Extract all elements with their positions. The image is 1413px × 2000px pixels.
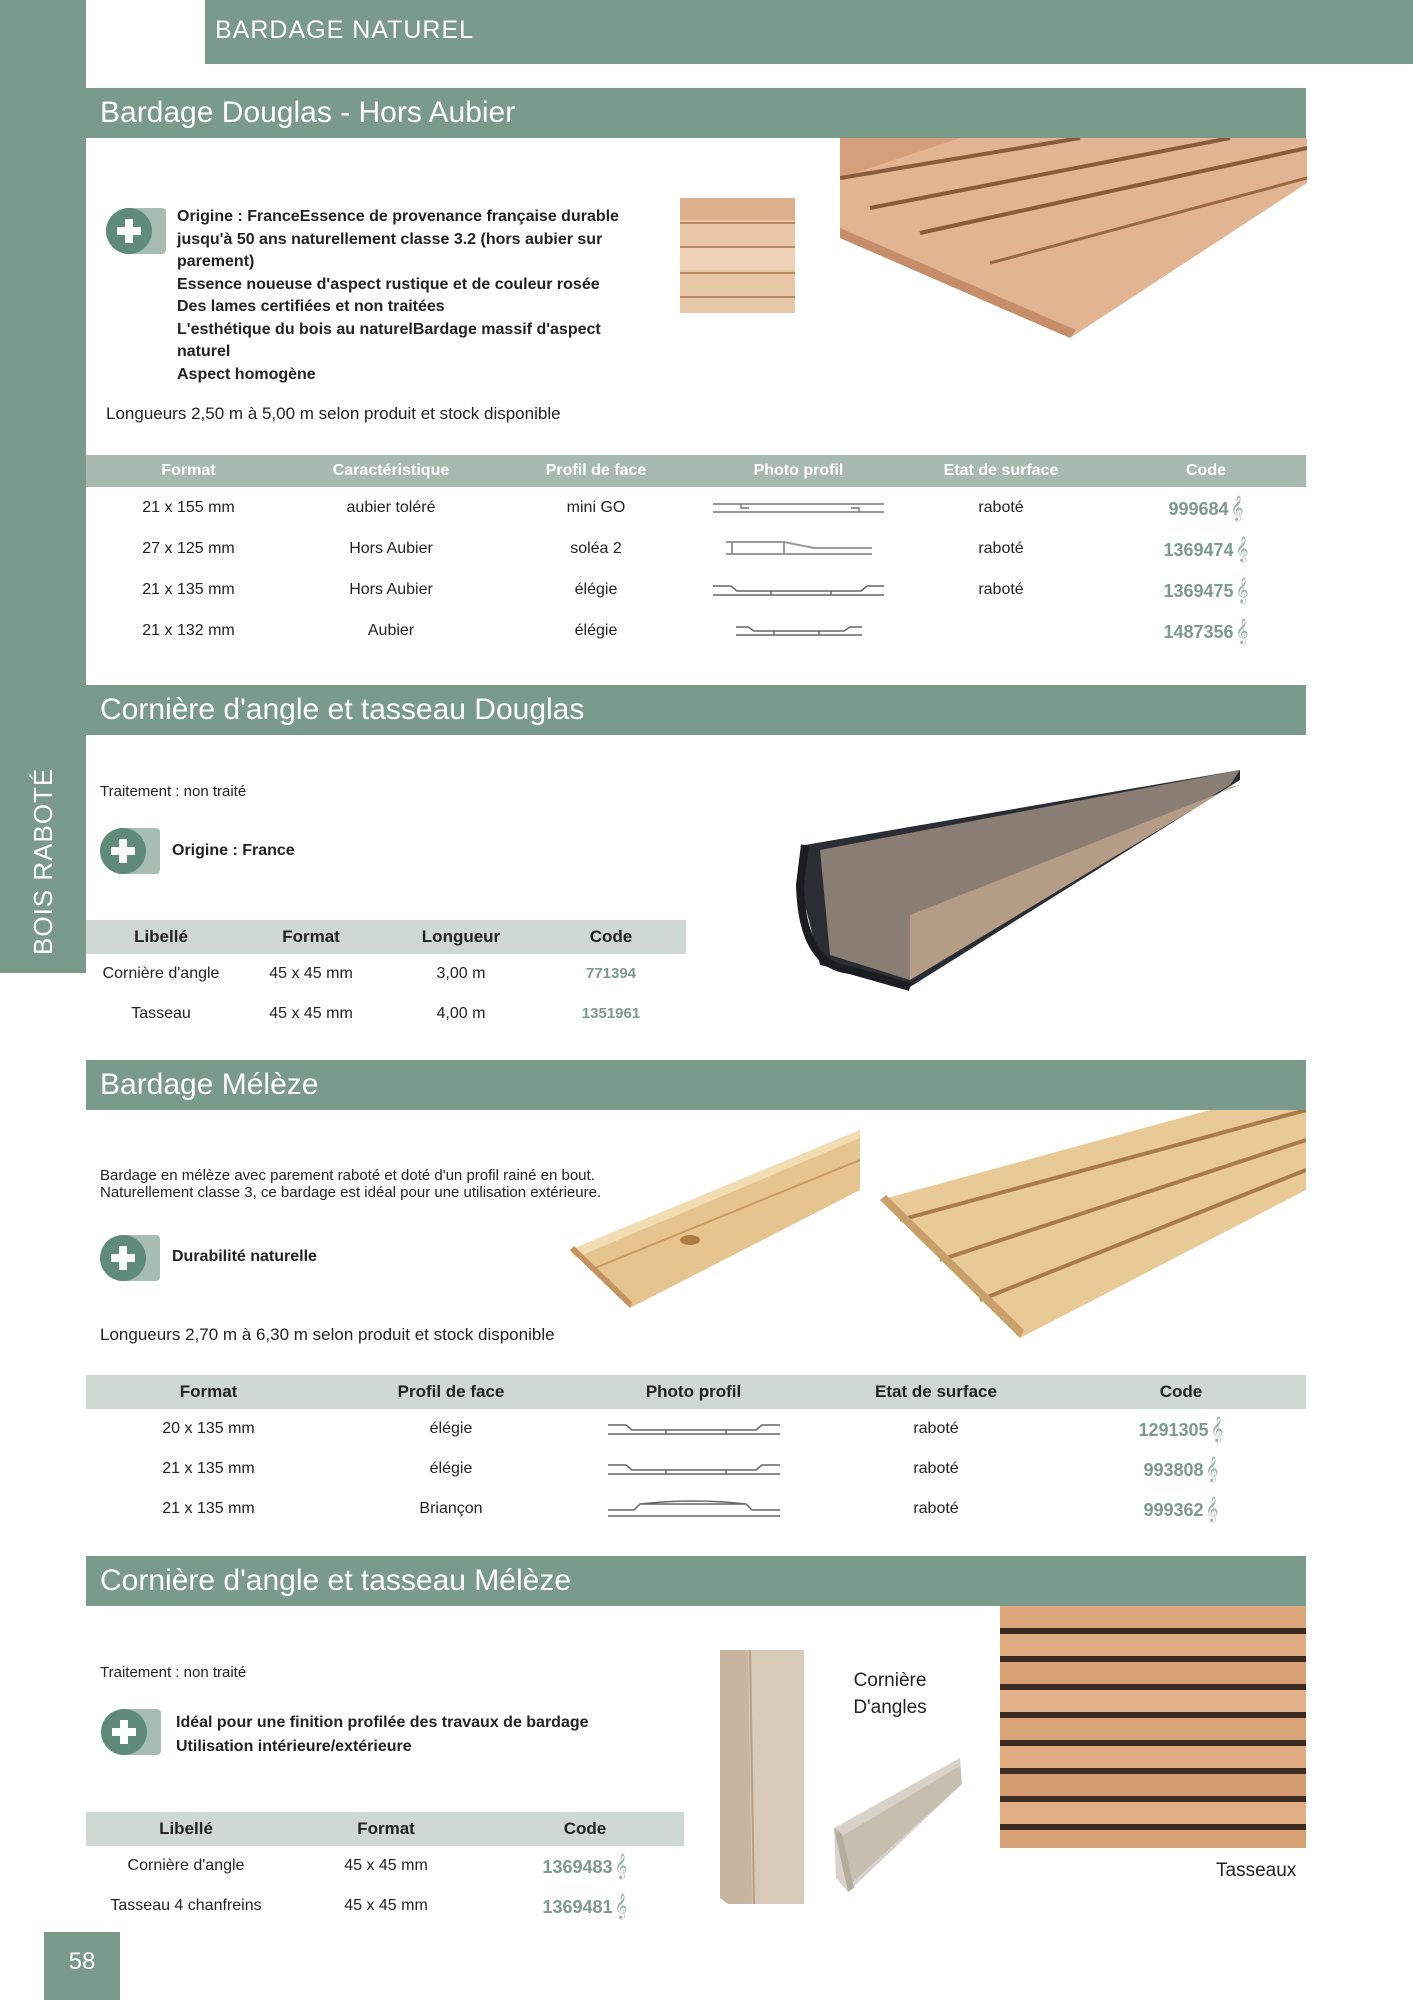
col-header: Format [286,1812,486,1846]
cell-libelle: Cornière d'angle [102,965,220,982]
profile-drawing [571,1449,816,1489]
meleze-board-image [570,1130,860,1310]
bullet-line: Des lames certifiées et non traitées [177,298,445,315]
col-header: Profil de face [331,1375,571,1409]
corniere-douglas-origin: Origine : France [172,842,295,859]
table-row [86,610,1306,651]
cell-etat: raboté [913,1420,959,1437]
profile-drawing [701,610,896,651]
cell-code[interactable] [1106,528,1306,569]
plus-icon [104,206,166,256]
douglas-table [86,455,1306,651]
bullet-line: Idéal pour une finition profilée des travaux de bardage [176,1714,589,1731]
sidebar-label: BOIS RABOTÉ [28,767,58,955]
col-header: Caractéristique [291,455,491,487]
bullet-line: Aspect homogène [177,365,316,383]
bullet-line: parement) [177,253,255,270]
cell-code[interactable] [486,1886,684,1926]
table-row [86,1449,1306,1489]
table-row [86,1489,1306,1529]
cell-code[interactable] [1056,1449,1306,1489]
bullet-line: L'esthétique du bois au naturelBardage massif d'aspect [177,320,601,338]
cell-etat: raboté [978,498,1024,516]
product-code[interactable]: 1369474 [1163,539,1234,560]
meleze-description [100,1167,601,1201]
clef-icon: 𝄞 [1230,494,1244,520]
desc-line: Naturellement classe 3, ce bardage est idéal pour une utilisation extérieure. [100,1184,602,1201]
corniere-meleze-treatment: Traitement : non traité [100,1664,247,1681]
cell-profil: élégie [429,1460,473,1477]
meleze-title: Bardage Mélèze [86,1060,1306,1110]
col-header: Photo profil [571,1375,816,1409]
corniere-douglas-treatment: Traitement : non traité [100,783,247,800]
douglas-sample-image [680,198,795,313]
corniere-meleze-table [86,1812,684,1926]
bullet-line: jusqu'à 50 ans naturellement classe 3.2 (hors aubier sur [177,230,603,248]
corniere-caption [852,1667,928,1721]
cell-etat: raboté [978,539,1024,557]
bullet-line: Origine : FranceEssence de provenance française durable [177,208,619,225]
table-row [86,954,686,994]
corniere-douglas-image [790,765,1250,995]
cell-profil: élégie [574,621,618,639]
cell-code[interactable] [1056,1489,1306,1529]
product-code[interactable]: 1369475 [1163,580,1234,601]
col-header: Etat de surface [816,1375,1056,1409]
douglas-boards-image [840,138,1307,338]
cell-format: 21 x 132 mm [142,621,235,639]
cell-format: 45 x 45 mm [344,1857,428,1874]
col-header: Code [1106,455,1306,487]
cell-caract: Hors Aubier [349,580,433,598]
cell-format: 21 x 155 mm [142,498,235,516]
plus-icon [98,826,160,876]
tasseaux-caption: Tasseaux [1216,1860,1297,1881]
cell-profil: élégie [574,580,618,598]
col-header: Format [86,455,291,487]
product-code[interactable]: 1291305 [1138,1420,1209,1440]
product-code[interactable]: 1351961 [581,1005,641,1022]
table-row [86,528,1306,569]
profile-drawing [571,1489,816,1529]
cell-etat [896,610,1106,651]
cell-code[interactable] [1106,569,1306,610]
profile-drawing [571,1409,816,1449]
table-row [86,1846,684,1886]
profile-drawing [701,487,896,528]
profile-drawing [701,569,896,610]
col-header: Code [486,1812,684,1846]
douglas-lengths: Longueurs 2,50 m à 5,00 m selon produit et stock disponible [106,404,561,423]
cell-format: 21 x 135 mm [162,1500,255,1517]
col-header: Code [536,920,686,954]
corniere-meleze-title: Cornière d'angle et tasseau Mélèze [86,1556,1306,1606]
cell-etat: raboté [913,1500,959,1517]
table-row [86,994,686,1034]
product-code[interactable]: 1487356 [1163,621,1234,642]
product-code[interactable]: 999684 [1168,498,1229,519]
cell-format: 45 x 45 mm [269,1005,353,1022]
cell-libelle: Cornière d'angle [127,1857,245,1874]
bullet-line: Essence noueuse d'aspect rustique et de couleur rosée [177,275,600,293]
clef-icon: 𝄞 [1235,617,1249,643]
col-header: Code [1056,1375,1306,1409]
cell-code[interactable] [1106,610,1306,651]
product-code[interactable]: 1369483 [542,1857,613,1877]
douglas-title: Bardage Douglas - Hors Aubier [86,88,1306,138]
cell-code[interactable] [536,994,686,1034]
section-header-title: BARDAGE NATUREL [215,16,475,44]
douglas-bullets [177,206,647,386]
cell-libelle: Tasseau [131,1005,191,1022]
col-header: Libellé [86,1812,286,1846]
corniere-douglas-title: Cornière d'angle et tasseau Douglas [86,685,1306,735]
meleze-table [86,1375,1306,1529]
cell-longueur: 3,00 m [436,965,486,982]
cell-format: 21 x 135 mm [162,1460,255,1477]
corniere-douglas-table [86,920,686,1034]
cell-format: 27 x 125 mm [142,539,235,557]
clef-icon: 𝄞 [1210,1416,1224,1441]
cell-etat: raboté [913,1460,959,1477]
meleze-boards-image [880,1110,1306,1340]
meleze-lengths: Longueurs 2,70 m à 6,30 m selon produit et stock disponible [100,1325,555,1344]
cell-libelle: Tasseau 4 chanfreins [110,1897,262,1914]
cell-profil: mini GO [566,498,626,516]
cell-code[interactable] [1056,1409,1306,1449]
product-code[interactable]: 771394 [585,965,637,982]
cell-caract: aubier toléré [346,498,436,516]
clef-icon: 𝄞 [1235,576,1249,602]
cell-format: 45 x 45 mm [344,1897,428,1914]
caption-line: D'angles [853,1697,927,1718]
caption-line: Cornière [853,1670,927,1691]
bullet-line: Utilisation intérieure/extérieure [176,1738,412,1755]
cell-profil: élégie [429,1420,473,1437]
table-row [86,1886,684,1926]
plus-icon [98,1233,160,1283]
tasseaux-wall-image [1000,1606,1306,1848]
plus-icon [99,1707,161,1757]
cell-profil: Briançon [419,1500,483,1517]
cell-code[interactable] [1106,487,1306,528]
table-row [86,487,1306,528]
clef-icon: 𝄞 [1235,535,1249,561]
clef-icon: 𝄞 [614,1853,628,1878]
col-header: Etat de surface [896,455,1106,487]
desc-line: Bardage en mélèze avec parement raboté et doté d'un profil rainé en bout. [100,1167,595,1184]
clef-icon: 𝄞 [1205,1496,1219,1521]
corniere-meleze-image [832,1758,964,1894]
bullet-line: naturel [177,343,231,360]
product-code[interactable]: 999362 [1143,1500,1204,1520]
cell-etat: raboté [978,580,1024,598]
col-header: Format [86,1375,331,1409]
cell-format: 21 x 135 mm [142,580,235,598]
cell-caract: Aubier [367,621,415,639]
clef-icon: 𝄞 [1205,1456,1219,1481]
corniere-meleze-bullets [176,1711,589,1759]
col-header: Longueur [386,920,536,954]
page-number: 58 [44,1932,120,2000]
col-header: Libellé [86,920,236,954]
tasseau-post-image [718,1648,806,1906]
cell-profil: soléa 2 [570,539,622,557]
clef-icon: 𝄞 [614,1893,628,1918]
product-code[interactable]: 1369481 [542,1897,613,1917]
col-header: Profil de face [491,455,701,487]
section-header [205,0,1413,64]
meleze-bullet: Durabilité naturelle [172,1248,317,1265]
cell-format: 20 x 135 mm [162,1420,255,1437]
col-header: Format [236,920,386,954]
cell-caract: Hors Aubier [349,539,433,557]
cell-code[interactable] [536,954,686,994]
col-header: Photo profil [701,455,896,487]
cell-format: 45 x 45 mm [269,965,353,982]
product-code[interactable]: 993808 [1143,1460,1204,1480]
table-row [86,1409,1306,1449]
cell-longueur: 4,00 m [436,1005,486,1022]
profile-drawing [701,528,896,569]
table-row [86,569,1306,610]
cell-code[interactable] [486,1846,684,1886]
